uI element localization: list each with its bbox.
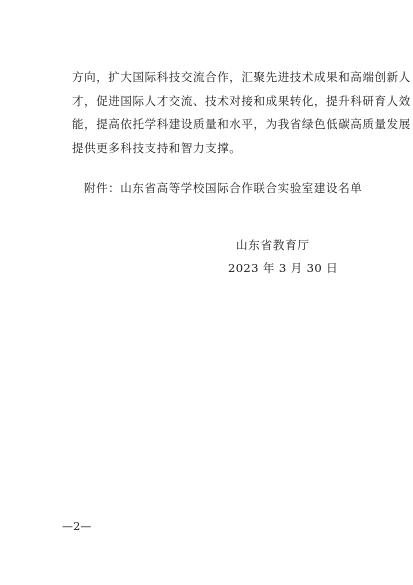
body-paragraph bbox=[72, 66, 411, 160]
paragraph-line-1: 方向，扩大国际科技交流合作，汇聚先进技术成果和高端创新人 bbox=[72, 70, 411, 84]
paragraph-line-3: 能，提高依托学科建设质量和水平，为我省绿色低碳高质量发展 bbox=[72, 117, 411, 131]
attachment-line: 附件：山东省高等学校国际合作联合实验室建设名单 bbox=[84, 181, 363, 195]
paragraph-line-2: 才，促进国际人才交流、技术对接和成果转化，提升科研育人效 bbox=[72, 93, 411, 108]
paragraph-line-4: 提供更多科技支持和智力支撑。 bbox=[72, 140, 242, 155]
signature-organization: 山东省教育厅 bbox=[236, 238, 310, 252]
signature-date: 2023 年 3 月 30 日 bbox=[228, 261, 338, 275]
page-number: —2— bbox=[62, 520, 92, 533]
